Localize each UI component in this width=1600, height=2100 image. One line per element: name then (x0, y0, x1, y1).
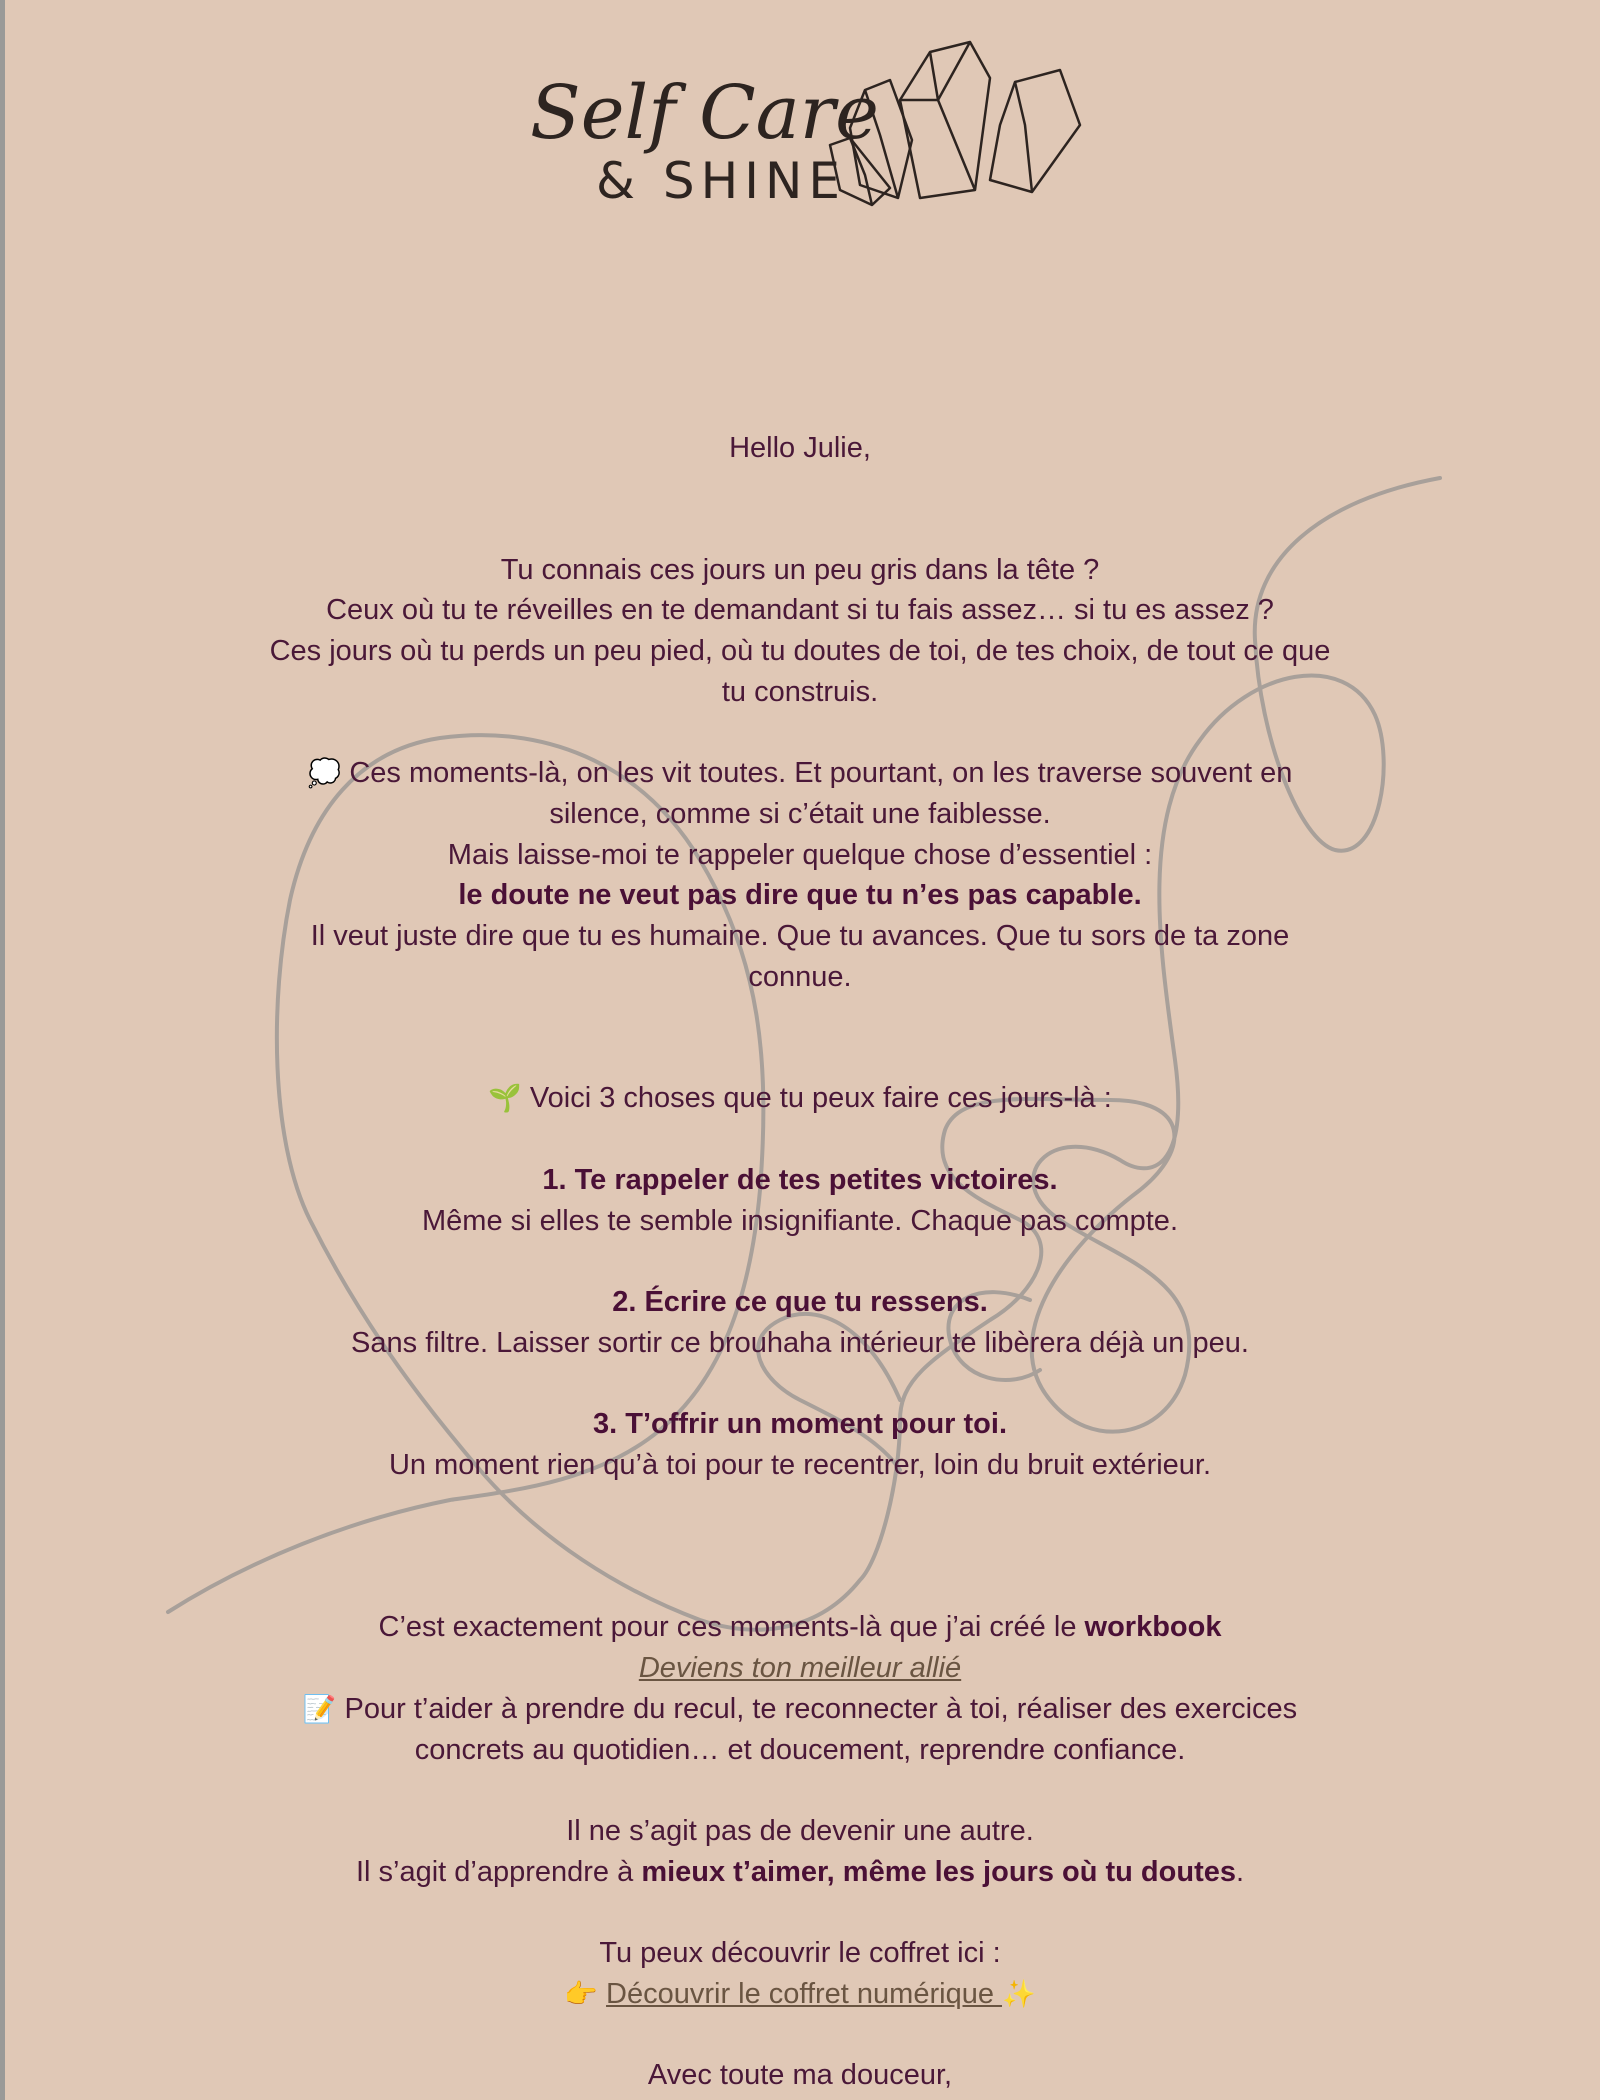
coffret-link[interactable]: Découvrir le coffret numérique (606, 1977, 1003, 2010)
workbook-link-line (200, 1648, 1400, 1689)
workbook-link[interactable]: Deviens ton meilleur allié (638, 1652, 962, 1685)
coffret-text: Tu peux découvrir le coffret ici : (599, 1937, 1001, 1969)
tip-2-title-bold: 2. Écrire ce que tu ressens. (612, 1285, 988, 1318)
tip-1-text: Même si elles te semble insignifiante. Chaque pas compte. (422, 1204, 1178, 1237)
tips-intro (200, 1078, 1400, 1119)
workbook-text: C’est exactement pour ces moments-là que j’ai créé le (378, 1611, 1077, 1644)
memo-icon: 📝 (302, 1693, 337, 1724)
seedling-icon: 🌱 (488, 1083, 522, 1114)
thought-bubble-icon: 💭 (307, 758, 342, 789)
intro-line-3: Ces jours où tu perds un peu pied, où tu doutes de toi, de tes choix, de tout ce que tu construis. (269, 635, 1331, 708)
tip-3-title (200, 1404, 1400, 1445)
intro-line-1: Tu connais ces jours un peu gris dans la tête ? (500, 553, 1100, 586)
closing-line-2-bold: mieux t’aimer, même les jours où tu doutes (641, 1855, 1236, 1888)
workbook-description (200, 1689, 1400, 1770)
closing-line-2 (200, 1852, 1400, 1893)
closing-line-1: Il ne s’agit pas de devenir une autre. (566, 1814, 1034, 1847)
pointing-hand-icon: 👉 (564, 1978, 598, 2009)
workbook-bold: workbook (1084, 1611, 1222, 1644)
closing-line-2-pre: Il s’agit d’apprendre à (355, 1855, 634, 1888)
brand-line1: Self Care (530, 70, 879, 156)
greeting: Hello Julie, (729, 432, 871, 464)
email-body (200, 428, 1400, 2096)
tip-2-text: Sans filtre. Laisser sortir ce brouhaha intérieur te libèrera déjà un peu. (351, 1326, 1249, 1359)
moments-paragraph (200, 753, 1400, 834)
tip-3-title-bold: 3. T’offrir un moment pour toi. (592, 1408, 1008, 1440)
tips-intro-text: Voici 3 choses que tu peux faire ces jours-là : (529, 1082, 1112, 1115)
coffret-link-line (200, 1974, 1400, 2015)
tip-1-title (200, 1160, 1400, 1201)
key-message (200, 875, 1400, 916)
intro-line-2: Ceux où tu te réveilles en te demandant si tu fais assez… si tu es assez ? (326, 594, 1274, 627)
closing-line-2-post: . (1235, 1855, 1245, 1888)
sparkles-icon: ✨ (1002, 1978, 1036, 2009)
tip-1-title-bold: 1. Te rappeler de tes petites victoires. (542, 1163, 1058, 1196)
reminder-text: Mais laisse-moi te rappeler quelque chose d’essentiel : (447, 838, 1153, 871)
workbook-desc-text: Pour t’aider à prendre du recul, te reconnecter à toi, réaliser des exercices concrets au quotidien… et doucement, reprendre confiance. (344, 1692, 1298, 1766)
signoff: Avec toute ma douceur, (647, 2059, 953, 2092)
window-edge (0, 0, 5, 2100)
tip-3-text: Un moment rien qu’à toi pour te recentrer, loin du bruit extérieur. (388, 1448, 1212, 1481)
key-message-bold: le doute ne veut pas dire que tu n’es pas capable. (458, 879, 1142, 912)
brand-line2: & SHINE (596, 152, 846, 210)
workbook-intro (200, 1607, 1400, 1648)
moments-text: Ces moments-là, on les vit toutes. Et pourtant, on les traverse souvent en silence, comme si c’était une faiblesse. (349, 757, 1293, 830)
brand-logo (520, 30, 1090, 220)
tip-2-title (200, 1282, 1400, 1323)
humane-text: Il veut juste dire que tu es humaine. Que tu avances. Que tu sors de ta zone connue. (310, 920, 1290, 993)
